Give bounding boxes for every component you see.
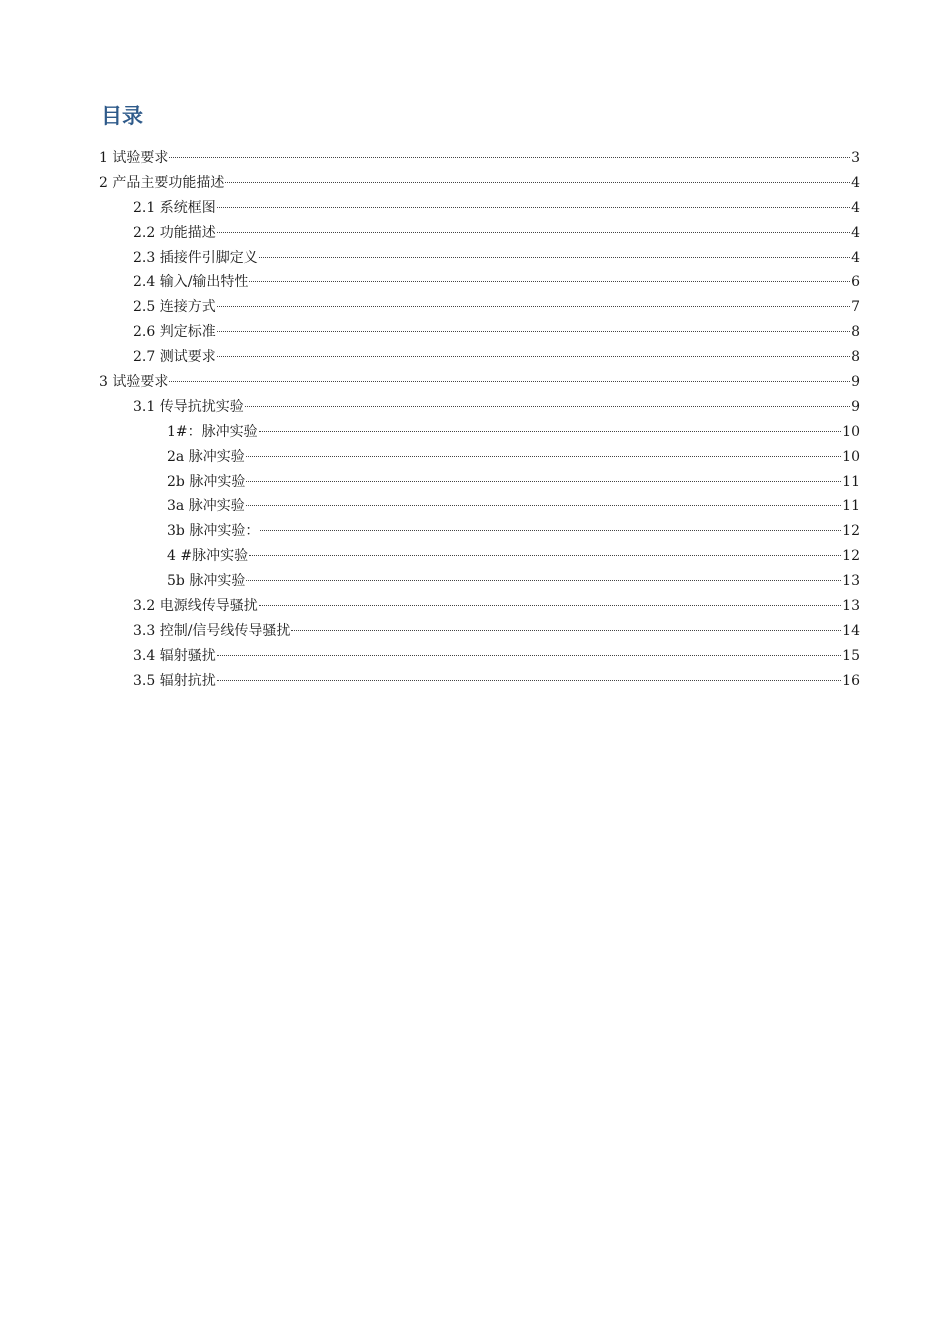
toc-entry-label: 2.7 测试要求 — [133, 349, 216, 366]
toc-entry-page: 11 — [842, 498, 860, 515]
toc-entry[interactable] — [99, 494, 860, 519]
toc-entry-label: 2.1 系统框图 — [133, 199, 216, 216]
toc-dot-leader — [217, 232, 850, 233]
toc-entry-label: 2.5 连接方式 — [133, 299, 216, 316]
toc-entry[interactable] — [99, 445, 860, 470]
toc-entry-page: 4 — [851, 174, 860, 191]
toc-entry[interactable] — [99, 246, 860, 271]
toc-entry-page: 4 — [851, 199, 860, 216]
toc-dot-leader — [259, 431, 842, 432]
toc-entry-page: 4 — [851, 249, 860, 266]
toc-entry-label: 2 产品主要功能描述 — [99, 174, 225, 191]
toc-entry-label: 5b 脉冲实验 — [167, 573, 246, 590]
toc-entry-page: 11 — [842, 473, 860, 490]
toc-entry-page: 10 — [842, 423, 860, 440]
toc-entry-label: 3.4 辐射骚扰 — [133, 647, 216, 664]
toc-entry-page: 16 — [842, 672, 860, 689]
toc-entry-label: 3.5 辐射抗扰 — [133, 672, 216, 689]
toc-entry-page: 13 — [842, 598, 860, 615]
toc-entry[interactable] — [99, 345, 860, 370]
toc-entry-page: 12 — [842, 523, 860, 540]
toc-entry[interactable] — [99, 395, 860, 420]
toc-entry-page: 10 — [842, 448, 860, 465]
toc-dot-leader — [169, 381, 850, 382]
toc-dot-leader — [246, 505, 841, 506]
toc-dot-leader — [169, 157, 850, 158]
toc-entry-label: 2.6 判定标准 — [133, 324, 216, 341]
toc-dot-leader — [217, 331, 850, 332]
toc-entry-label: 2.2 功能描述 — [133, 224, 216, 241]
toc-entry-label: 3b 脉冲实验： — [167, 523, 260, 540]
toc-entry-page: 3 — [851, 150, 860, 166]
toc-entry[interactable] — [99, 320, 860, 345]
toc-entry-label: 4 #脉冲实验 — [167, 548, 249, 565]
toc-entry-label: 3.2 电源线传导骚扰 — [133, 598, 258, 615]
toc-dot-leader — [217, 680, 841, 681]
toc-entry[interactable] — [99, 669, 860, 694]
toc-entry-page: 12 — [842, 548, 860, 565]
toc-entry-page: 9 — [851, 398, 860, 415]
toc-entry[interactable] — [99, 146, 860, 171]
toc-dot-leader — [225, 182, 850, 183]
toc-entry-page: 7 — [851, 299, 860, 316]
toc-entry-label: 2a 脉冲实验 — [167, 448, 245, 465]
toc-entry-label: 2.3 插接件引脚定义 — [133, 249, 258, 266]
toc-entry-label: 2b 脉冲实验 — [167, 473, 246, 490]
toc-entry-page: 15 — [842, 647, 860, 664]
toc-entry-label: 3a 脉冲实验 — [167, 498, 245, 515]
toc-entry-label: 3.1 传导抗扰实验 — [133, 398, 244, 415]
toc-dot-leader — [217, 306, 850, 307]
toc-list — [99, 146, 860, 694]
toc-dot-leader — [260, 530, 841, 531]
toc-entry-label: 2.4 输入/输出特性 — [133, 274, 249, 291]
toc-dot-leader — [217, 207, 850, 208]
toc-entry-page: 8 — [851, 324, 860, 341]
toc-entry[interactable] — [99, 594, 860, 619]
toc-dot-leader — [217, 356, 850, 357]
toc-dot-leader — [259, 257, 850, 258]
toc-entry-label: 1#：脉冲实验 — [167, 423, 258, 440]
toc-entry[interactable] — [99, 171, 860, 196]
toc-entry[interactable] — [99, 544, 860, 569]
toc-entry-page: 4 — [851, 224, 860, 241]
toc-dot-leader — [246, 456, 841, 457]
toc-entry-page: 9 — [851, 374, 860, 391]
toc-entry[interactable] — [99, 644, 860, 669]
toc-dot-leader — [245, 406, 850, 407]
toc-entry-label: 1 试验要求 — [99, 150, 169, 166]
toc-dot-leader — [246, 580, 841, 581]
toc-entry-page: 6 — [851, 274, 860, 291]
toc-entry[interactable] — [99, 221, 860, 246]
toc-dot-leader — [291, 630, 841, 631]
toc-dot-leader — [246, 481, 841, 482]
toc-entry[interactable] — [99, 370, 860, 395]
toc-dot-leader — [217, 655, 841, 656]
toc-dot-leader — [249, 555, 841, 556]
toc-entry[interactable] — [99, 619, 860, 644]
toc-title: 目录 — [101, 104, 143, 128]
toc-dot-leader — [259, 605, 841, 606]
toc-entry[interactable] — [99, 420, 860, 445]
toc-entry-page: 8 — [851, 349, 860, 366]
toc-entry[interactable] — [99, 270, 860, 295]
toc-entry[interactable] — [99, 519, 860, 544]
toc-entry-page: 13 — [842, 573, 860, 590]
toc-entry[interactable] — [99, 470, 860, 495]
toc-entry[interactable] — [99, 295, 860, 320]
toc-entry[interactable] — [99, 196, 860, 221]
toc-entry[interactable] — [99, 569, 860, 594]
toc-entry-label: 3 试验要求 — [99, 374, 169, 391]
toc-entry-page: 14 — [842, 622, 860, 639]
toc-dot-leader — [249, 281, 850, 282]
toc-entry-label: 3.3 控制/信号线传导骚扰 — [133, 622, 291, 639]
